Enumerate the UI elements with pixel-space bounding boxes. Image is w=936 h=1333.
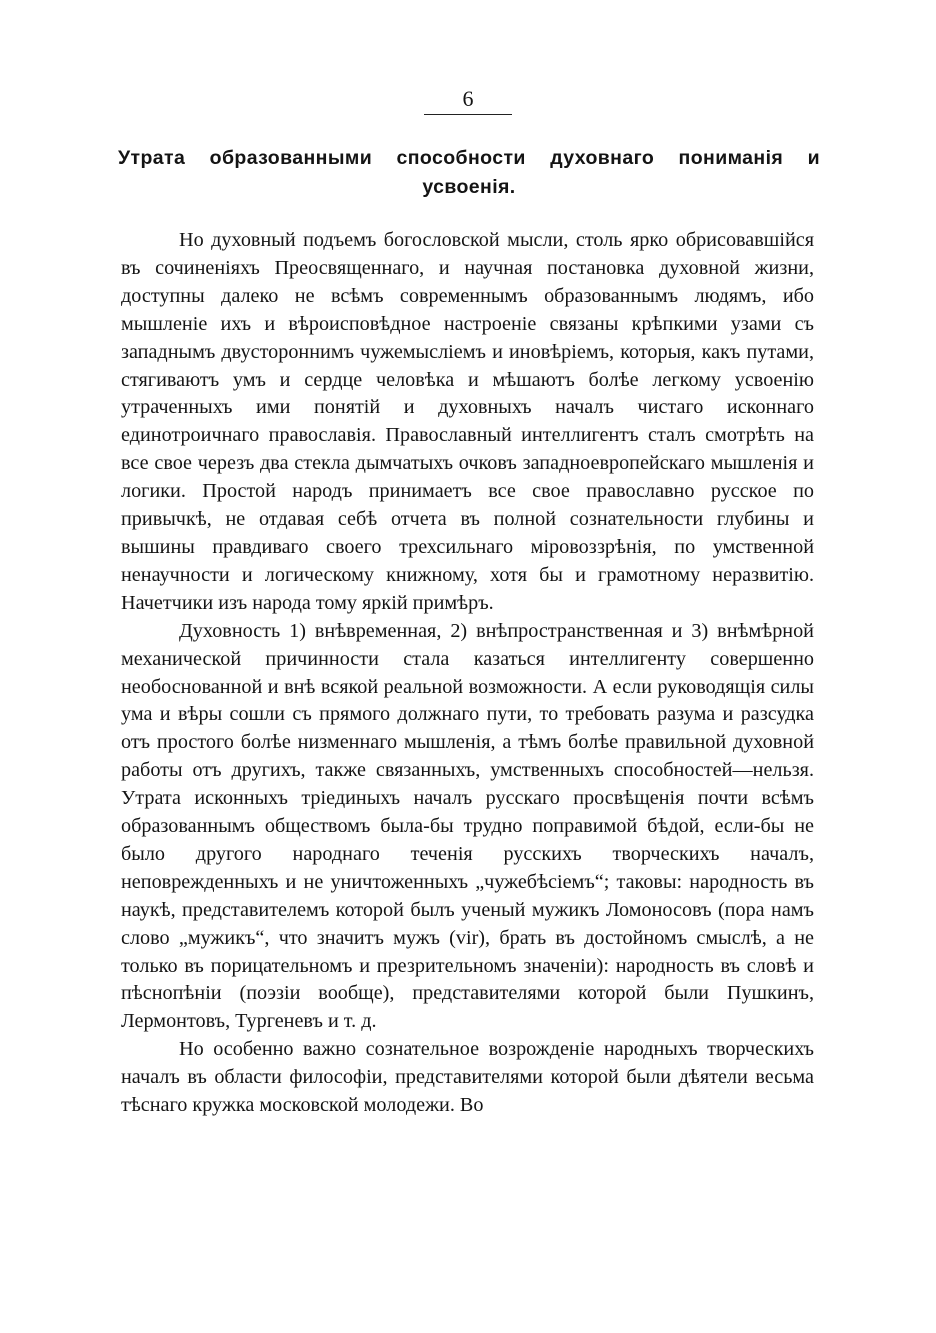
page-number-rule <box>424 114 512 115</box>
paragraph-3: Но особенно важно сознательное возрожденіе народныхъ творческихъ началъ въ области философіи, представителями которой были дѣятели весьма тѣснаго кружка московской молодежи. Во <box>121 1038 814 1117</box>
page-number: 6 <box>462 86 474 111</box>
paragraph-1: Но духовный подъемъ богословской мысли, столь ярко обрисовавшійся въ сочиненіяхъ Преосвященнаго, и научная постановка духовной жизни, доступны далеко не всѣмъ современнымъ образованнымъ людямъ, ибо мышленіе ихъ и вѣроисповѣдное настроеніе связаны крѣпкими узами съ западнымъ двустороннимъ чужемысліемъ и иновѣріемъ, которыя, какъ путами, стягиваютъ умъ и сердце человѣка и мѣшаютъ болѣе легкому усвоенію утраченныхъ ими понятій и духовныхъ началъ чистаго исконнаго единотроичнаго православія. Православный интеллигентъ сталъ смотрѣть на все свое черезъ два стекла дымчатыхъ очковъ западноевропейскаго мышленія и логики. Простой народъ принимаетъ все свое православно русское по привычкѣ, не отдавая себѣ отчета въ полной сознательности глубины и вышины правдиваго своего трехсильнаго міровоззрѣнія, по умственной ненаучности и логическому книжному, хотя бы и грамотному неразвитію. Начетчики изъ народа тому яркій примѣръ. <box>121 229 814 614</box>
body-text <box>121 227 814 1120</box>
section-heading: Утрата образованными способности духовнаго пониманія и усвоенія. <box>118 147 820 198</box>
paragraph-2: Духовность 1) внѣвременная, 2) внѣпространственная и 3) внѣмѣрной механической причинности стала казаться интеллигенту совершенно необоснованной и внѣ всякой реальной возможности. А если руководящія силы ума и вѣры сошли съ прямого должнаго пути, то требовать разума и разсудка отъ простого болѣе низменнаго мышленія, а тѣмъ болѣе правильной духовной работы отъ другихъ, также связанныхъ, умственныхъ способностей—нельзя. Утрата исконныхъ тріединыхъ началъ русскаго просвѣщенія почти всѣмъ образованнымъ обществомъ была-бы трудно поправимой бѣдой, если-бы не было другого народнаго теченія русскихъ творческихъ началъ, неповрежденныхъ и не уничтоженныхъ „чужебѣсіемъ“; таковы: народность въ наукѣ, представителемъ которой былъ ученый мужикъ Ломоносовъ (пора намъ слово „мужикъ“, что значитъ мужъ (vir), брать въ достойномъ смыслѣ, а не только въ порицательномъ и презрительномъ значеніи): народность въ словѣ и пѣснопѣніи (поэзіи вообще), представителями которой были Пушкинъ, Лермонтовъ, Тургеневъ и т. д. <box>121 619 814 1033</box>
